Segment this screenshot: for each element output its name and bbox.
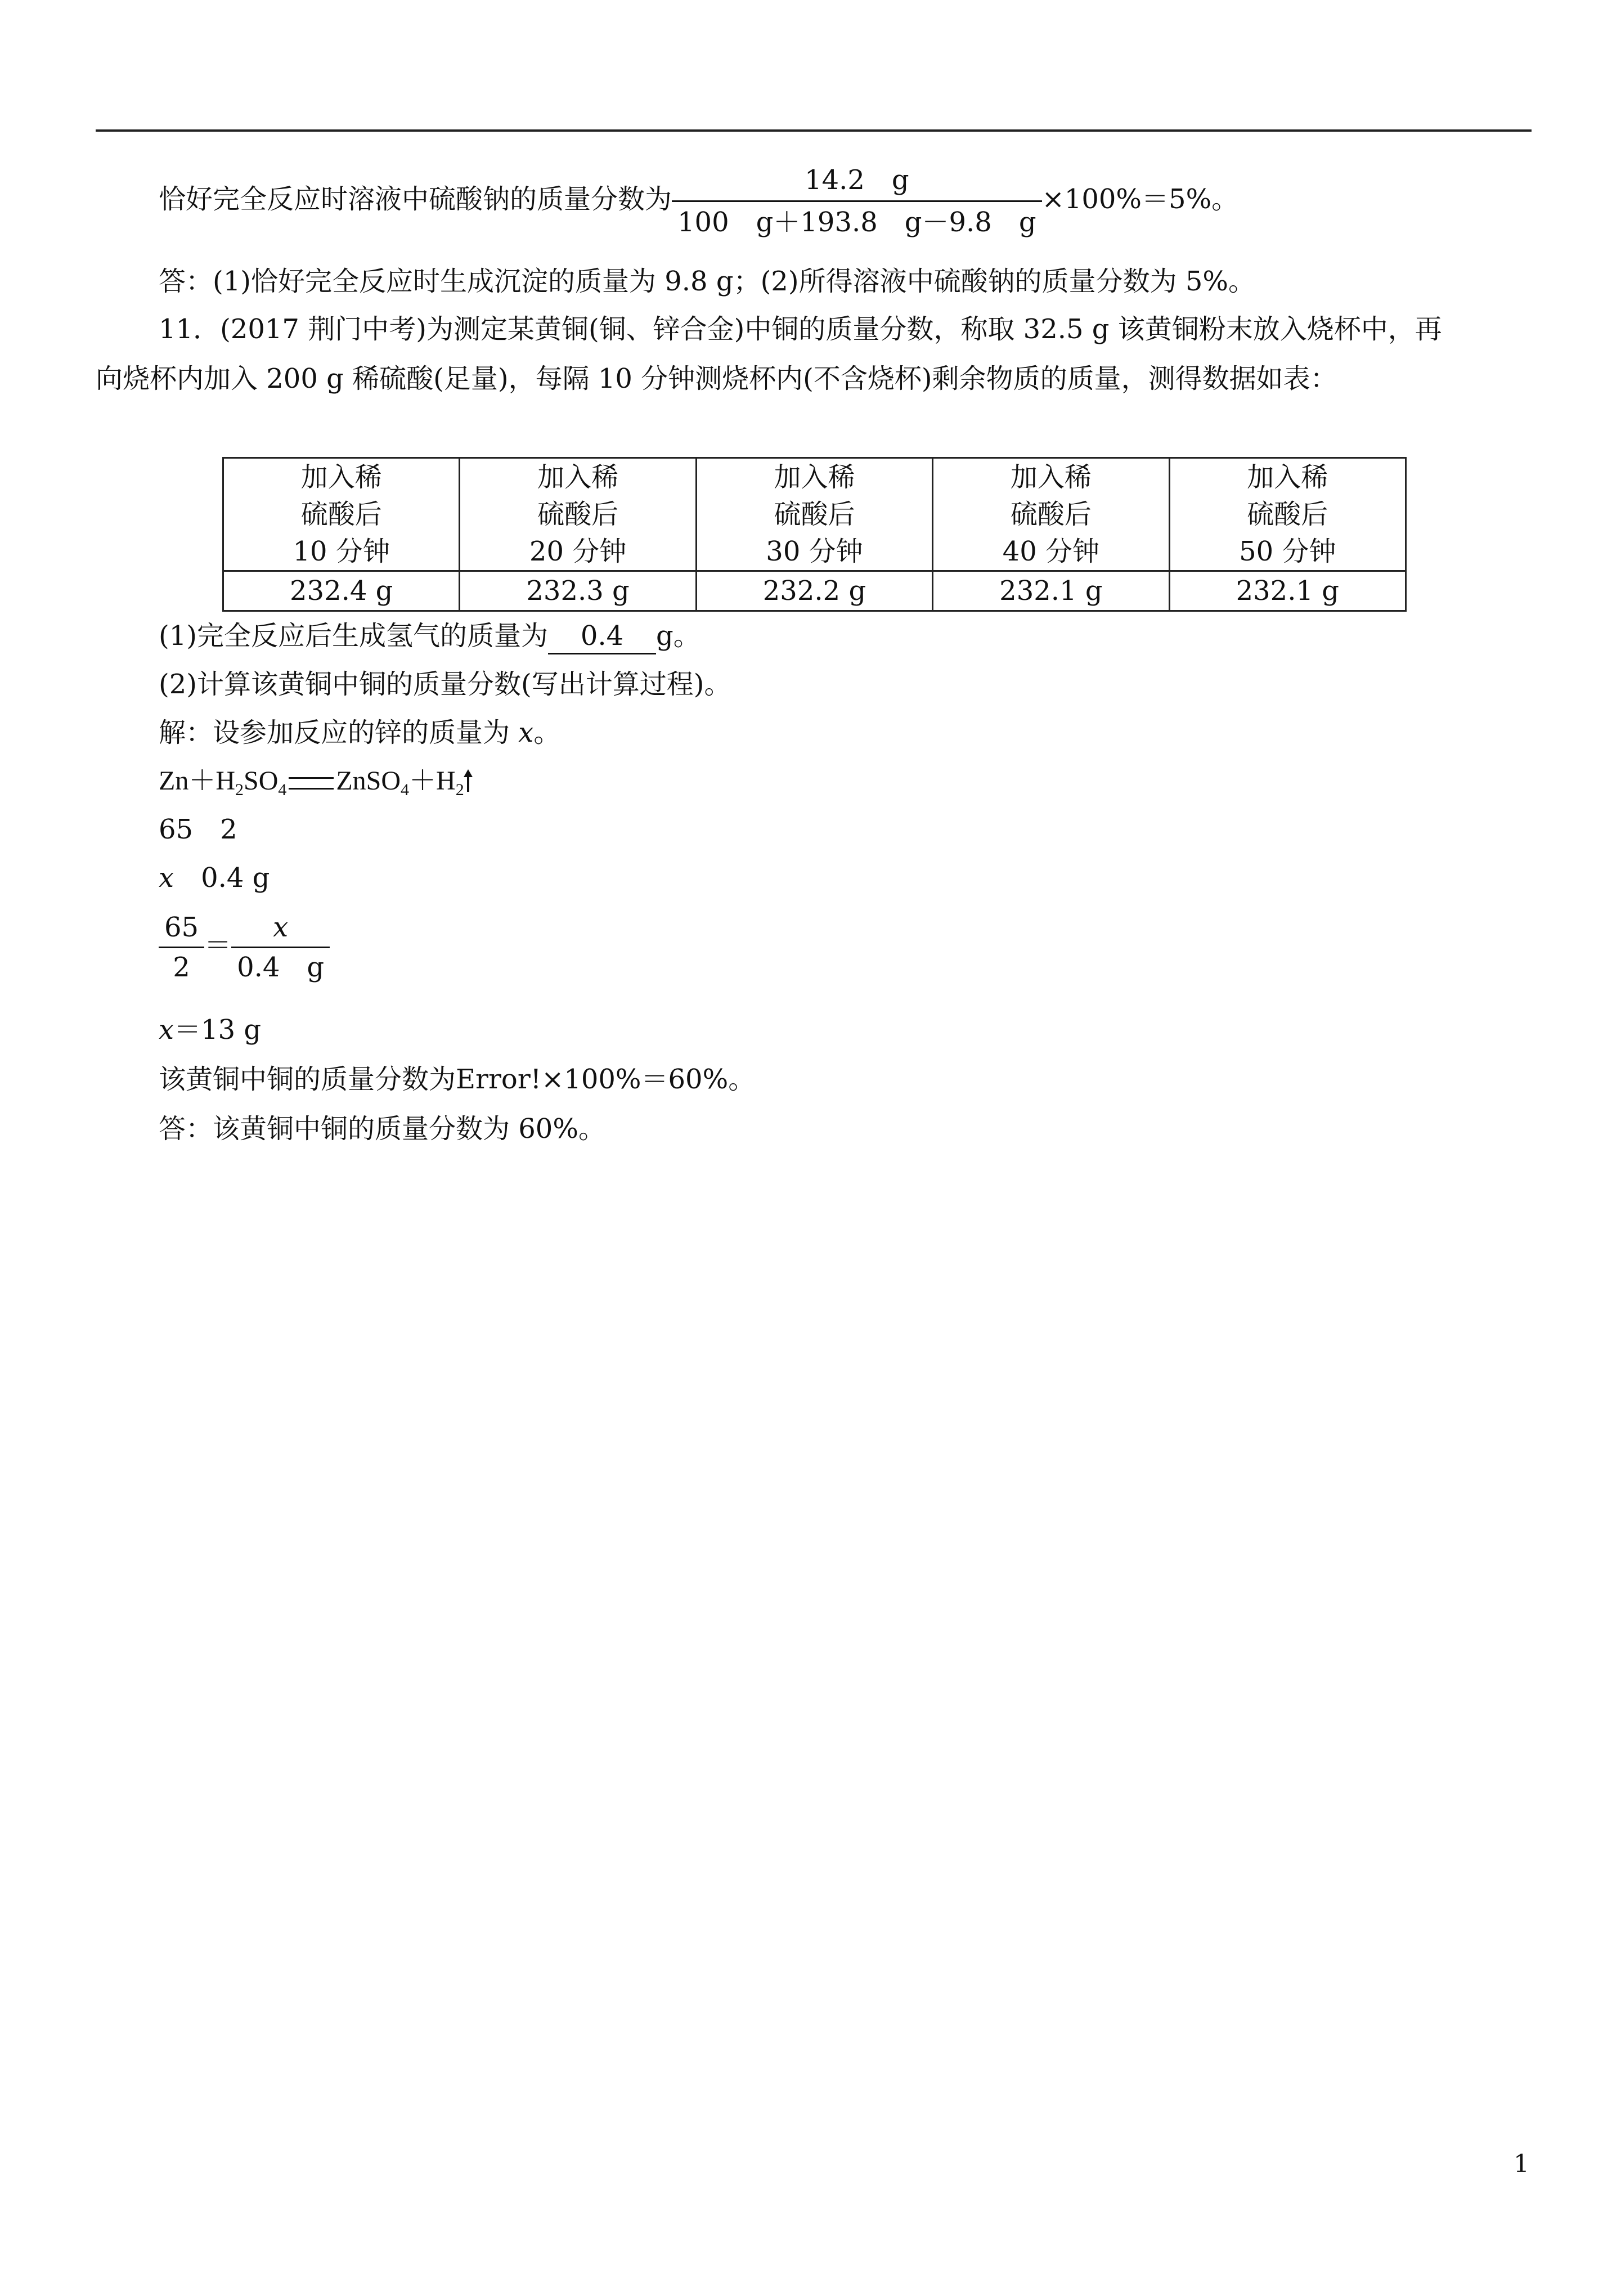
- mass-data-table: [222, 457, 1407, 612]
- unknown-line: [159, 861, 270, 895]
- variable-x: x: [518, 717, 534, 748]
- right-numerator: x: [273, 912, 289, 943]
- chemical-equation: [159, 764, 472, 807]
- right-fraction: [231, 912, 330, 983]
- result-value: ＝13 g: [174, 1014, 262, 1046]
- eq-sub: 4: [401, 781, 410, 799]
- question-1-prefix: (1)完全反应后生成氢气的质量为: [159, 620, 548, 652]
- fraction-numerator: 14.2 g: [804, 164, 909, 196]
- setup-suffix: 。: [533, 717, 561, 748]
- table-value-row: [223, 571, 1406, 611]
- left-fraction: [159, 912, 204, 983]
- equals: ＝: [204, 930, 232, 961]
- fraction-denominator: 100 g＋193.8 g－9.8 g: [672, 200, 1042, 239]
- variable-x: x: [159, 862, 174, 894]
- question-1: [159, 619, 701, 654]
- table-value-cell: 232.3 g: [460, 571, 696, 611]
- page-number: 1: [1514, 2150, 1529, 2178]
- table-value-cell: 232.2 g: [696, 571, 932, 611]
- result-line: [159, 1013, 261, 1047]
- left-denominator: 2: [159, 947, 204, 983]
- eq-h: ＋H: [409, 766, 456, 796]
- gas-arrow-icon: [464, 769, 472, 792]
- unknown-value: 0.4 g: [174, 862, 270, 894]
- table-value-cell: 232.1 g: [933, 571, 1169, 611]
- ratio-line: 65 2: [159, 814, 237, 845]
- table-header-cell: 加入稀 硫酸后 40 分钟: [933, 458, 1169, 571]
- problem-11-line-b: 向烧杯内加入 200 g 稀硫酸(足量)，每隔 10 分钟测烧杯内(不含烧杯)剩余物质的质量，测得数据如表：: [96, 363, 1337, 394]
- solution-setup: [159, 716, 560, 750]
- table-header-cell: 加入稀 硫酸后 50 分钟: [1169, 458, 1406, 571]
- table-header-cell: 加入稀 硫酸后 10 分钟: [223, 458, 460, 571]
- setup-text: 解：设参加反应的锌的质量为: [159, 717, 519, 748]
- equals-sign: [289, 777, 334, 790]
- fraction-prefix: 恰好完全反应时溶液中硫酸钠的质量分数为: [159, 183, 672, 215]
- answer-line-1: 答：(1)恰好完全反应时生成沉淀的质量为 9.8 g；(2)所得溶液中硫酸钠的质量分数为 5%。: [159, 266, 1255, 297]
- eq-sub: 2: [455, 781, 464, 799]
- fraction-suffix: ×100%＝5%。: [1041, 183, 1239, 215]
- mass-fraction: [672, 163, 1042, 239]
- eq-so: SO: [244, 766, 279, 796]
- table-header-cell: 加入稀 硫酸后 30 分钟: [696, 458, 932, 571]
- right-denominator: 0.4 g: [231, 947, 330, 983]
- variable-x: x: [159, 1014, 174, 1046]
- table-header-cell: 加入稀 硫酸后 20 分钟: [460, 458, 696, 571]
- table-header-row: [223, 458, 1406, 571]
- answer-blank: 0.4: [548, 619, 656, 654]
- proportion: [159, 912, 330, 983]
- header-rule: [96, 129, 1532, 132]
- table-value-cell: 232.1 g: [1169, 571, 1406, 611]
- problem-11-line-a: 11．(2017 荆门中考)为测定某黄铜(铜、锌合金)中铜的质量分数，称取 32.5 g 该黄铜粉末放入烧杯中，再: [159, 313, 1442, 345]
- mass-fraction-line: 该黄铜中铜的质量分数为Error!×100%＝60%。: [159, 1064, 756, 1095]
- question-2: (2)计算该黄铜中铜的质量分数(写出计算过程)。: [159, 669, 731, 700]
- left-numerator: 65: [164, 912, 199, 943]
- final-answer: 答：该黄铜中铜的质量分数为 60%。: [159, 1113, 605, 1145]
- eq-sub: 2: [235, 781, 244, 799]
- sodium-sulfate-fraction-line: [159, 163, 1238, 239]
- question-1-suffix: g。: [656, 620, 701, 652]
- table-value-cell: 232.4 g: [223, 571, 460, 611]
- eq-znso: ZnSO: [336, 766, 401, 796]
- eq-zn: Zn＋H: [159, 766, 235, 796]
- eq-sub: 4: [278, 781, 287, 799]
